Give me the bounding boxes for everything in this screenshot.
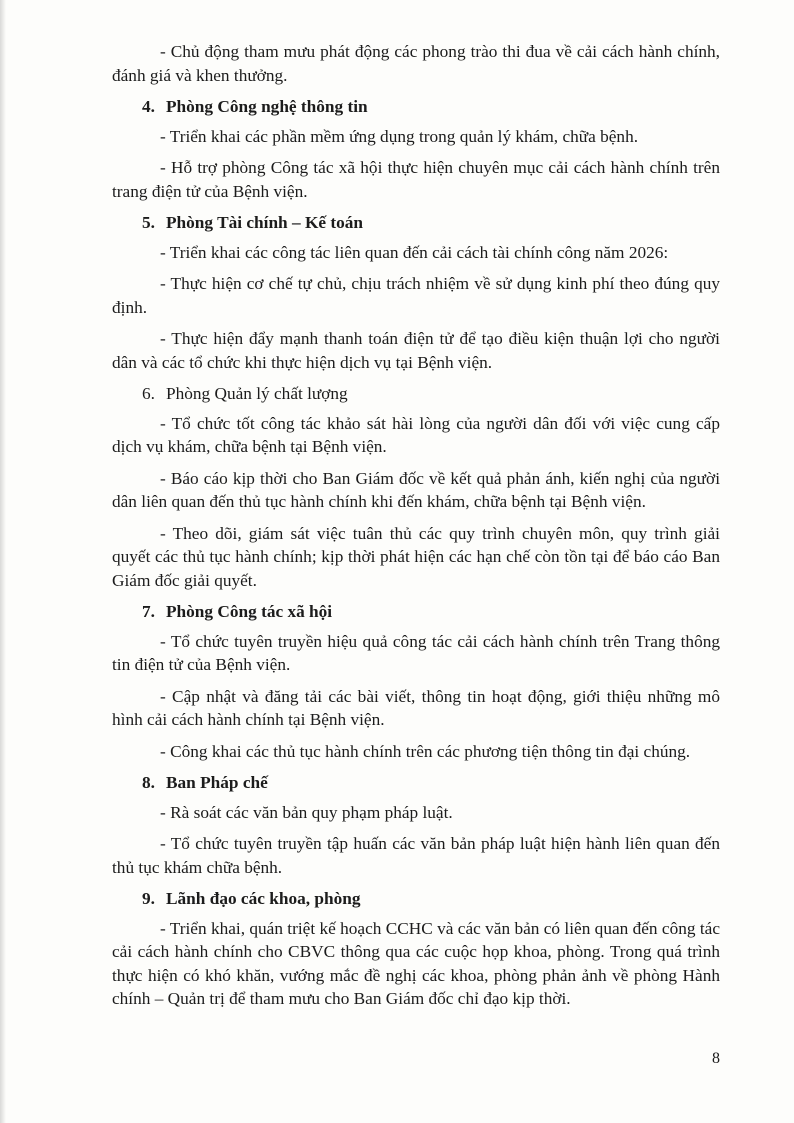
heading-title: Phòng Công tác xã hội xyxy=(166,602,333,621)
heading-section-4 xyxy=(112,95,720,119)
heading-section-6 xyxy=(112,382,720,406)
heading-number: 7. xyxy=(142,602,155,621)
paragraph-s7-p1: - Cập nhật và đăng tải các bài viết, thông tin hoạt động, giới thiệu những mô hình cải cách hành chính tại Bệnh viện. xyxy=(112,686,720,729)
paragraph-s5-p0: - Triển khai các công tác liên quan đến cải cách tài chính công năm 2026: xyxy=(160,242,669,262)
page-number: 8 xyxy=(712,1050,720,1067)
paragraph-s7-p0: - Tổ chức tuyên truyền hiệu quả công tác cải cách hành chính trên Trang thông tin điện tử của Bệnh viện. xyxy=(112,631,720,674)
heading-title: Phòng Quản lý chất lượng xyxy=(166,384,348,403)
heading-title: Lãnh đạo các khoa, phòng xyxy=(166,889,361,908)
heading-section-8 xyxy=(112,771,720,795)
paragraph-s6-p2: - Theo dõi, giám sát việc tuân thủ các quy trình chuyên môn, quy trình giải quyết các thủ tục hành chính; kịp thời phát hiện các hạn chế còn tồn tại để báo cáo Ban Giám đốc giải quyết. xyxy=(112,523,720,590)
heading-title: Phòng Tài chính – Kế toán xyxy=(166,213,364,232)
heading-number: 5. xyxy=(142,213,155,232)
heading-section-7 xyxy=(112,600,720,624)
paragraph-s6-p0: - Tổ chức tốt công tác khảo sát hài lòng của người dân đối với việc cung cấp dịch vụ khám, chữa bệnh tại Bệnh viện. xyxy=(112,413,720,456)
paragraph-s8-p1: - Tổ chức tuyên truyền tập huấn các văn bản pháp luật hiện hành liên quan đến thủ tục khám chữa bệnh. xyxy=(112,834,720,877)
paragraph-s4-p0: - Triển khai các phần mềm ứng dụng trong quản lý khám, chữa bệnh. xyxy=(160,126,639,146)
paragraph-s7-p2: - Công khai các thủ tục hành chính trên các phương tiện thông tin đại chúng. xyxy=(160,741,691,761)
heading-title: Phòng Công nghệ thông tin xyxy=(166,97,368,116)
heading-number: 9. xyxy=(142,889,155,908)
paragraph-s5-p1: - Thực hiện cơ chế tự chủ, chịu trách nhiệm về sử dụng kinh phí theo đúng quy định. xyxy=(112,274,720,317)
paragraph-s5-p2: - Thực hiện đẩy mạnh thanh toán điện tử để tạo điều kiện thuận lợi cho người dân và các tổ chức khi thực hiện dịch vụ tại Bệnh viện. xyxy=(112,329,720,372)
paragraph-s8-p0: - Rà soát các văn bản quy phạm pháp luật. xyxy=(160,802,453,822)
heading-title: Ban Pháp chế xyxy=(166,773,268,792)
heading-section-9 xyxy=(112,887,720,911)
heading-number: 8. xyxy=(142,773,155,792)
paragraph-s4-p1: - Hỗ trợ phòng Công tác xã hội thực hiện chuyên mục cải cách hành chính trên trang điện tử của Bệnh viện. xyxy=(112,158,720,201)
heading-number: 6. xyxy=(142,384,155,403)
paragraph-s0-p0: - Chủ động tham mưu phát động các phong trào thi đua về cải cách hành chính, đánh giá và khen thưởng. xyxy=(112,42,720,85)
paragraph-s6-p1: - Báo cáo kịp thời cho Ban Giám đốc về kết quả phản ánh, kiến nghị của người dân liên quan đến thủ tục hành chính khi đến khám, chữa bệnh tại Bệnh viện. xyxy=(112,468,720,511)
paragraph-s9-p0: - Triển khai, quán triệt kế hoạch CCHC và các văn bản có liên quan đến công tác cải cách hành chính cho CBVC thông qua các cuộc họp khoa, phòng. Trong quá trình thực hiện có khó khăn, vướng mắc đề nghị các khoa, phòng phản ảnh về phòng Hành chính – Quản trị để tham mưu cho Ban Giám đốc chỉ đạo kịp thời. xyxy=(112,918,720,1008)
heading-number: 4. xyxy=(142,97,155,116)
heading-section-5 xyxy=(112,211,720,235)
